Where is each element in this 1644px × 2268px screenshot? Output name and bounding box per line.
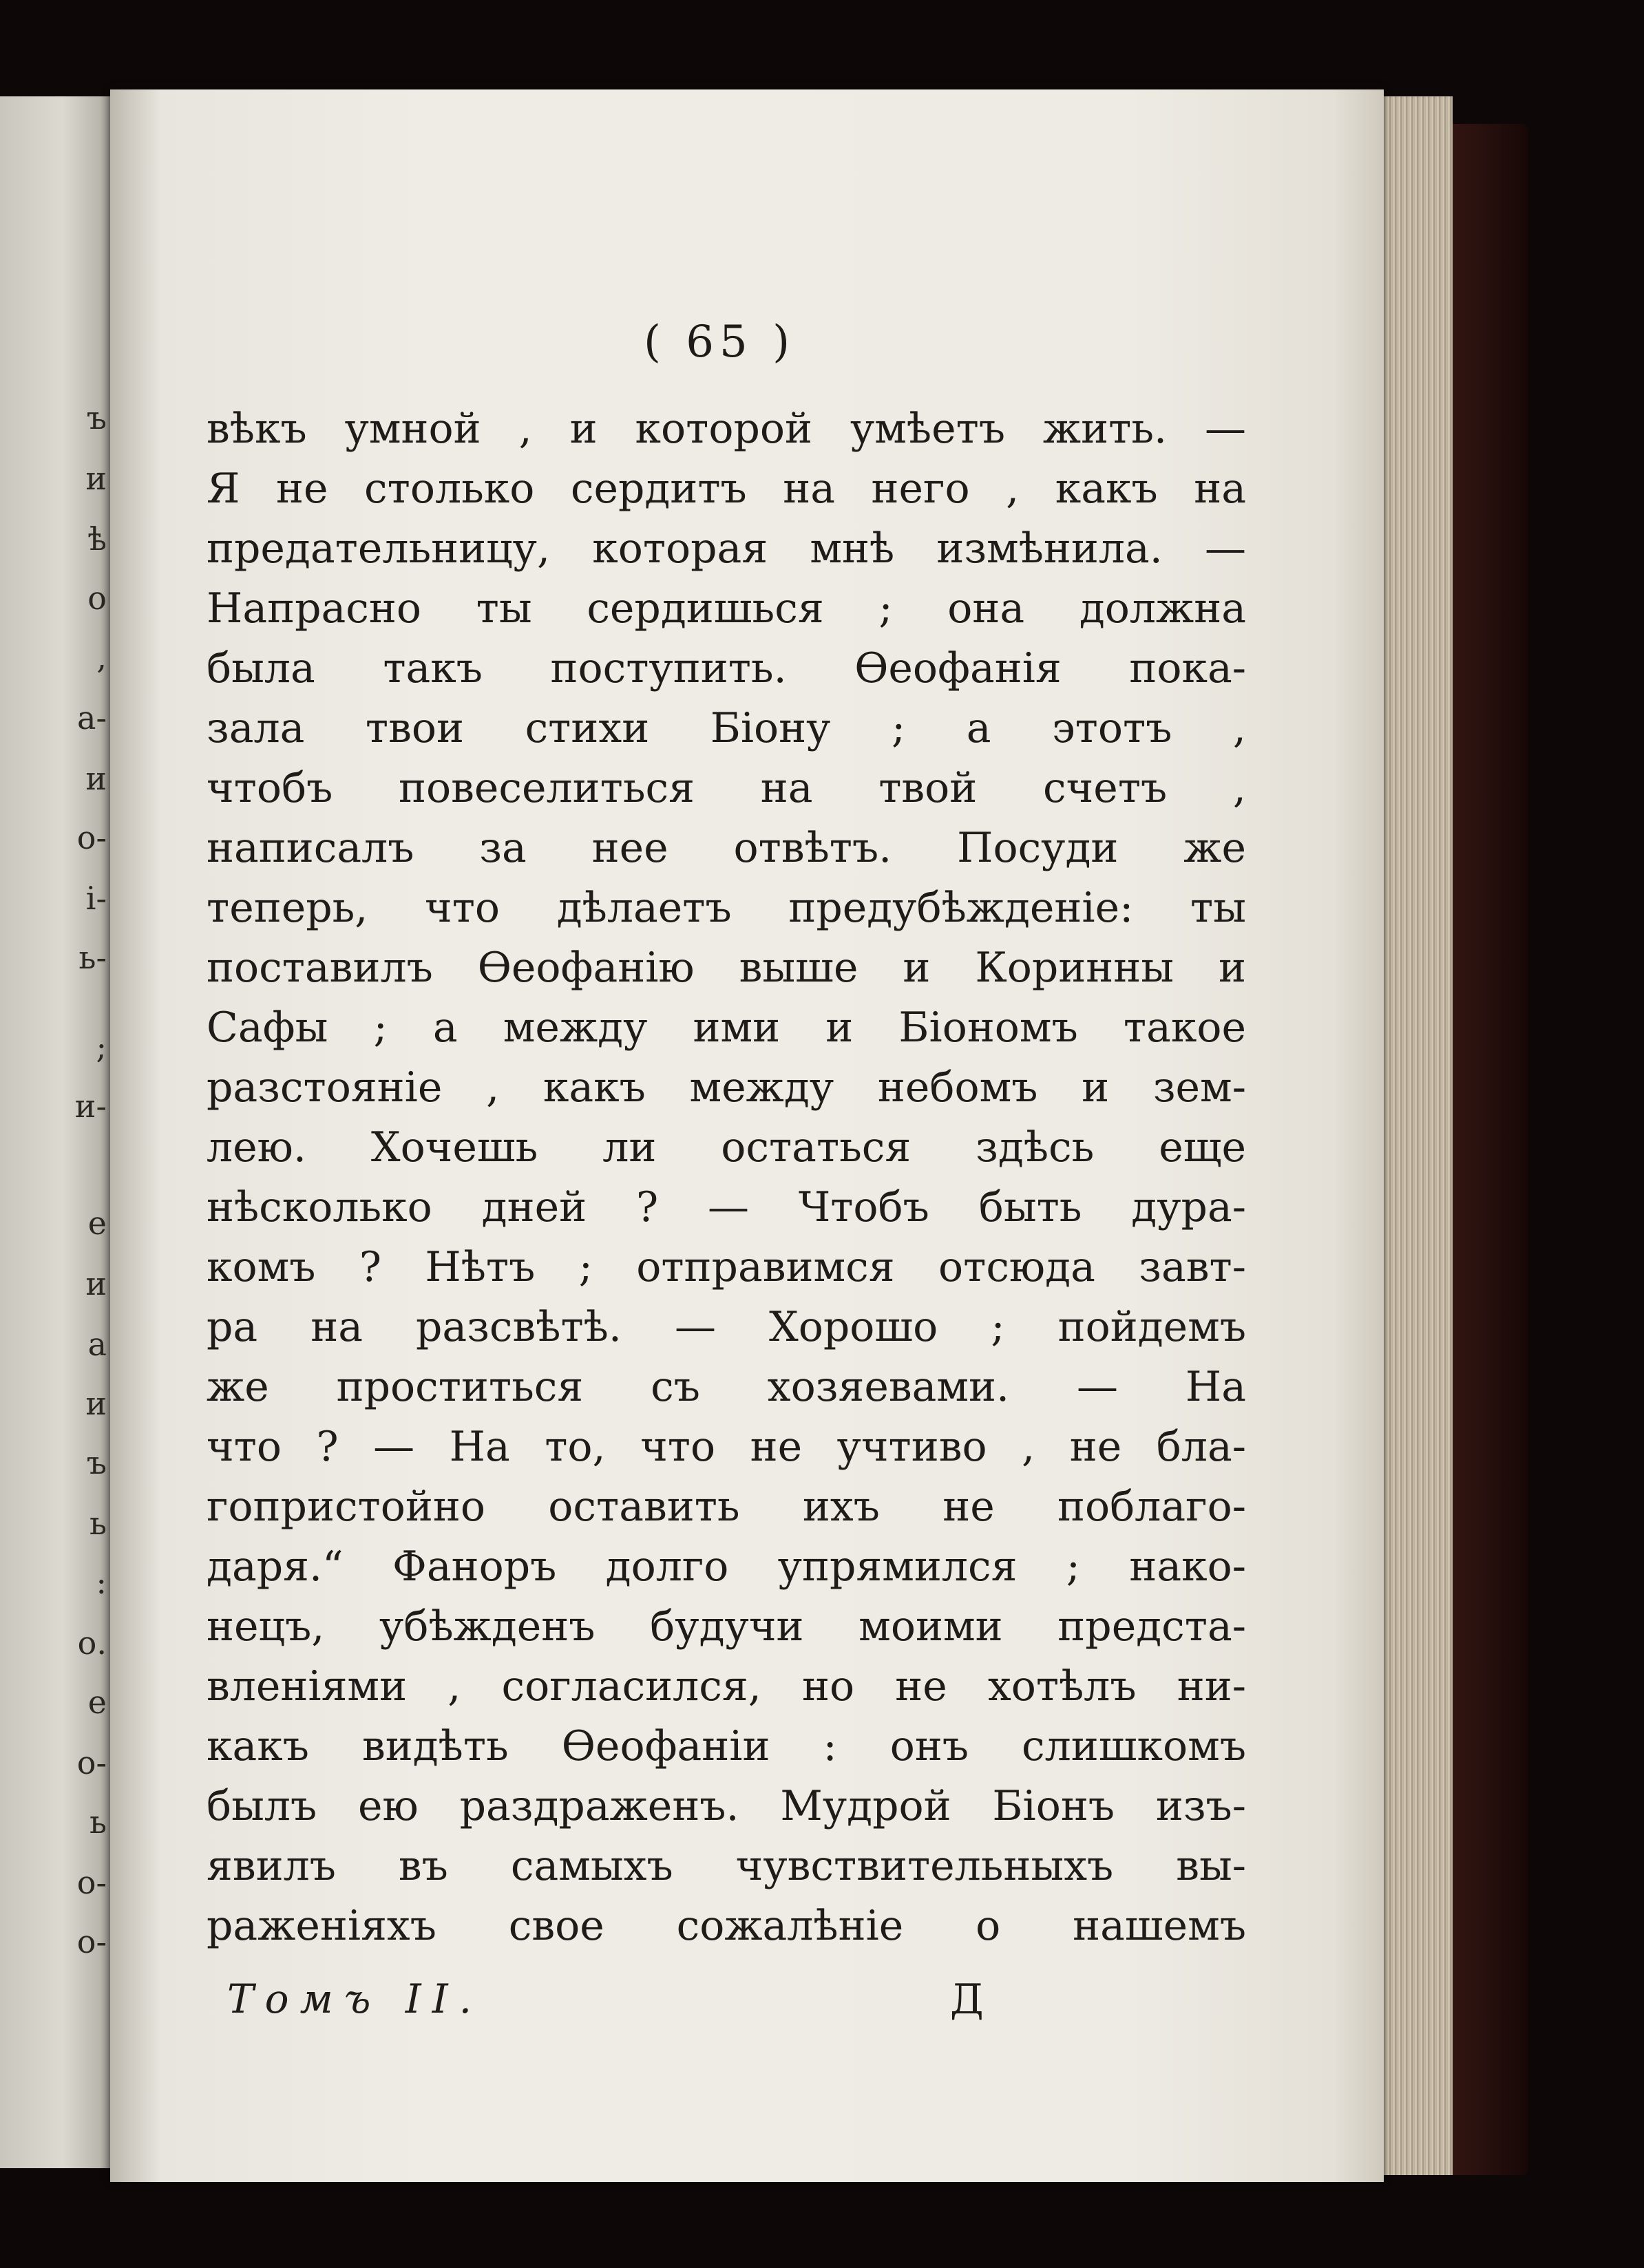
- edge-glyph: о-: [76, 1744, 107, 1781]
- page-text: [207, 399, 1246, 1956]
- text-line: комъ ? Нѣтъ ; отправимся отсюда завт-: [207, 1243, 1246, 1291]
- edge-glyph: ъ: [86, 1444, 107, 1481]
- edge-glyph: и: [85, 1265, 107, 1302]
- edge-glyph: ъ: [86, 399, 107, 436]
- edge-glyph: :: [96, 1564, 107, 1601]
- edge-glyph: а-: [77, 699, 107, 736]
- text-line: даря.“ Фаноръ долго упрямился ; нако-: [207, 1543, 1246, 1591]
- text-line: написалъ за нее отвѣтъ. Посуди же: [207, 824, 1246, 872]
- text-line: Напрасно ты сердишься ; она должна: [207, 584, 1246, 633]
- text-line: теперь, что дѣлаетъ предубѣжденіе: ты: [207, 884, 1246, 932]
- volume-marker: Томъ II.: [227, 1975, 483, 2022]
- text-line: нѣсколько дней ? — Чтобъ быть дура-: [207, 1183, 1246, 1231]
- edge-glyph: и: [85, 1385, 107, 1422]
- edge-glyph: и: [85, 460, 107, 497]
- text-line: явилъ въ самыхъ чувствительныхъ вы-: [207, 1842, 1246, 1890]
- edge-glyph: и-: [74, 1088, 107, 1125]
- text-line: вленіями , согласился, но не хотѣлъ ни-: [207, 1662, 1246, 1710]
- text-line: какъ видѣть Ѳеофаніи : онъ слишкомъ: [207, 1722, 1246, 1770]
- edge-glyph: е: [87, 1205, 107, 1242]
- text-line: былъ ею раздраженъ. Мудрой Біонъ изъ-: [207, 1782, 1246, 1830]
- text-line: ра на разсвѣтѣ. — Хорошо ; пойдемъ: [207, 1303, 1246, 1351]
- text-line: вѣкъ умной , и которой умѣетъ жить. —: [207, 405, 1246, 453]
- edge-glyph: и: [85, 760, 107, 797]
- text-line: поставилъ Ѳеофанію выше и Коринны и: [207, 944, 1246, 992]
- text-line: была такъ поступить. Ѳеофанія пока-: [207, 644, 1246, 692]
- edge-glyph: ь-: [78, 939, 107, 976]
- edge-glyph: і-: [85, 880, 107, 917]
- text-line: гопристойно оставить ихъ не поблаго-: [207, 1483, 1246, 1531]
- edge-glyph: о.: [77, 1624, 107, 1662]
- signature-mark: Д: [950, 1975, 984, 2024]
- edge-glyph: ь: [89, 1505, 107, 1542]
- text-line: лею. Хочешь ли остаться здѣсь еще: [207, 1123, 1246, 1172]
- edge-glyph: ;: [96, 1028, 107, 1066]
- book-page: [110, 89, 1384, 2182]
- edge-glyph: о-: [76, 819, 107, 856]
- text-line: предательницу, которая мнѣ измѣнила. —: [207, 524, 1246, 573]
- previous-page-edge: [0, 96, 114, 2168]
- text-line: нецъ, убѣжденъ будучи моими предста-: [207, 1602, 1246, 1651]
- edge-glyph: о-: [76, 1923, 107, 1960]
- page-number: ( 65 ): [643, 317, 796, 368]
- text-line: же проститься съ хозяевами. — На: [207, 1363, 1246, 1411]
- text-line: зала твои стихи Біону ; а этотъ ,: [207, 704, 1246, 752]
- edge-glyph: ь: [89, 1803, 107, 1841]
- edge-glyph: о: [87, 580, 107, 617]
- edge-glyph: е: [87, 1684, 107, 1721]
- edge-glyph: а: [87, 1326, 107, 1363]
- edge-glyph: о-: [76, 1864, 107, 1901]
- text-line: что ? — На то, что не учтиво , не бла-: [207, 1423, 1246, 1471]
- edge-glyph: ,: [96, 639, 107, 676]
- edge-glyph: ѣ: [87, 520, 107, 558]
- text-line: разстояніе , какъ между небомъ и зем-: [207, 1063, 1246, 1112]
- text-line: чтобъ повеселиться на твой счетъ ,: [207, 764, 1246, 812]
- text-line: раженіяхъ свое сожалѣніе о нашемъ: [207, 1902, 1246, 1950]
- text-line: Я не столько сердитъ на него , какъ на: [207, 465, 1246, 513]
- text-line: Сафы ; а между ими и Біономъ такое: [207, 1004, 1246, 1052]
- page-footer: [207, 1975, 1246, 2037]
